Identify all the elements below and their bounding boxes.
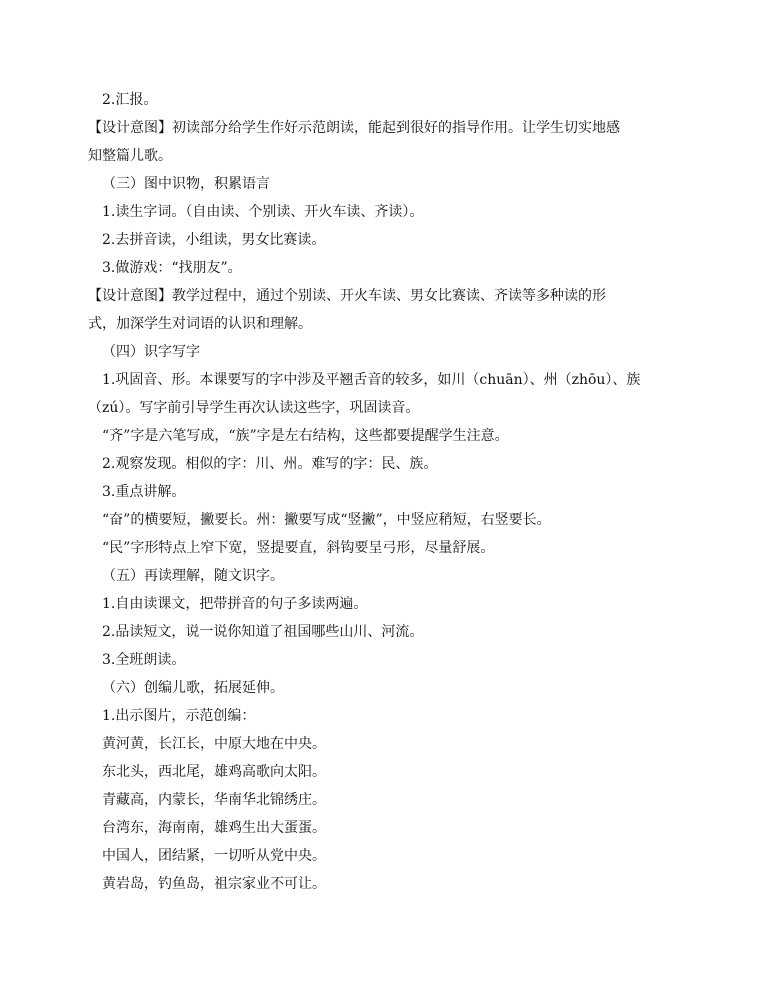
section-3-item-3: 3.做游戏：“找朋友”。 (102, 260, 242, 276)
rhyme-line-3: 青藏高，内蒙长，华南华北锦绣庄。 (102, 792, 326, 808)
rhyme-line-5: 中国人，团结紧，一切听从党中央。 (102, 848, 326, 864)
design-intent-1-line-2: 知整篇儿歌。 (88, 148, 172, 164)
section-4-item-1-line-2: （zú）。写字前引导学生再次认读这些字，巩固读音。 (88, 400, 420, 416)
rhyme-line-6: 黄岩岛，钓鱼岛，祖宗家业不可让。 (102, 876, 326, 892)
section-5-item-1: 1.自由读课文，把带拼音的句子多读两遍。 (102, 596, 368, 612)
section-4-item-3: 3.重点讲解。 (102, 484, 186, 500)
section-4-explain-2: “民”字形特点上窄下宽，竖提要直，斜钩要呈弓形，尽量舒展。 (102, 540, 495, 556)
section-4-item-1-line-1: 1.巩固音、形。本课要写的字中涉及平翘舌音的较多，如川（chuān）、州（zhōu）、族 (102, 372, 641, 388)
rhyme-line-4: 台湾东，海南南，雄鸡生出大蛋蛋。 (102, 820, 326, 836)
section-5-item-2: 2.品读短文，说一说你知道了祖国哪些山川、河流。 (102, 624, 424, 640)
section-6-heading: （六）创编儿歌，拓展延伸。 (102, 680, 284, 696)
rhyme-line-1: 黄河黄，长江长，中原大地在中央。 (102, 736, 326, 752)
rhyme-line-2: 东北头，西北尾，雄鸡高歌向太阳。 (102, 764, 326, 780)
section-4-item-2: 2.观察发现。相似的字：川、州。难写的字：民、族。 (102, 456, 438, 472)
section-3-item-2: 2.去拼音读，小组读，男女比赛读。 (102, 232, 326, 248)
section-5-item-3: 3.全班朗读。 (102, 652, 186, 668)
section-3-heading: （三）图中识物，积累语言 (102, 176, 270, 192)
section-4-note: “齐”字是六笔写成，“族”字是左右结构，这些都要提醒学生注意。 (102, 428, 509, 444)
section-5-heading: （五）再读理解，随文识字。 (102, 568, 284, 584)
design-intent-2-line-2: 式，加深学生对词语的认识和理解。 (88, 316, 312, 332)
design-intent-2-line-1: 【设计意图】教学过程中，通过个别读、开火车读、男女比赛读、齐读等多种读的形 (88, 288, 606, 304)
design-intent-1-line-1: 【设计意图】初读部分给学生作好示范朗读，能起到很好的指导作用。让学生切实地感 (88, 120, 620, 136)
section-4-heading: （四）识字写字 (102, 344, 200, 360)
step-2-report: 2.汇报。 (102, 92, 158, 108)
section-3-item-1: 1.读生字词。（自由读、个别读、开火车读、齐读）。 (102, 204, 424, 220)
section-6-item-1: 1.出示图片，示范创编： (102, 708, 256, 724)
section-4-explain-1: “奋”的横要短，撇要长。州：撇要写成“竖撇”，中竖应稍短，右竖要长。 (102, 512, 551, 528)
